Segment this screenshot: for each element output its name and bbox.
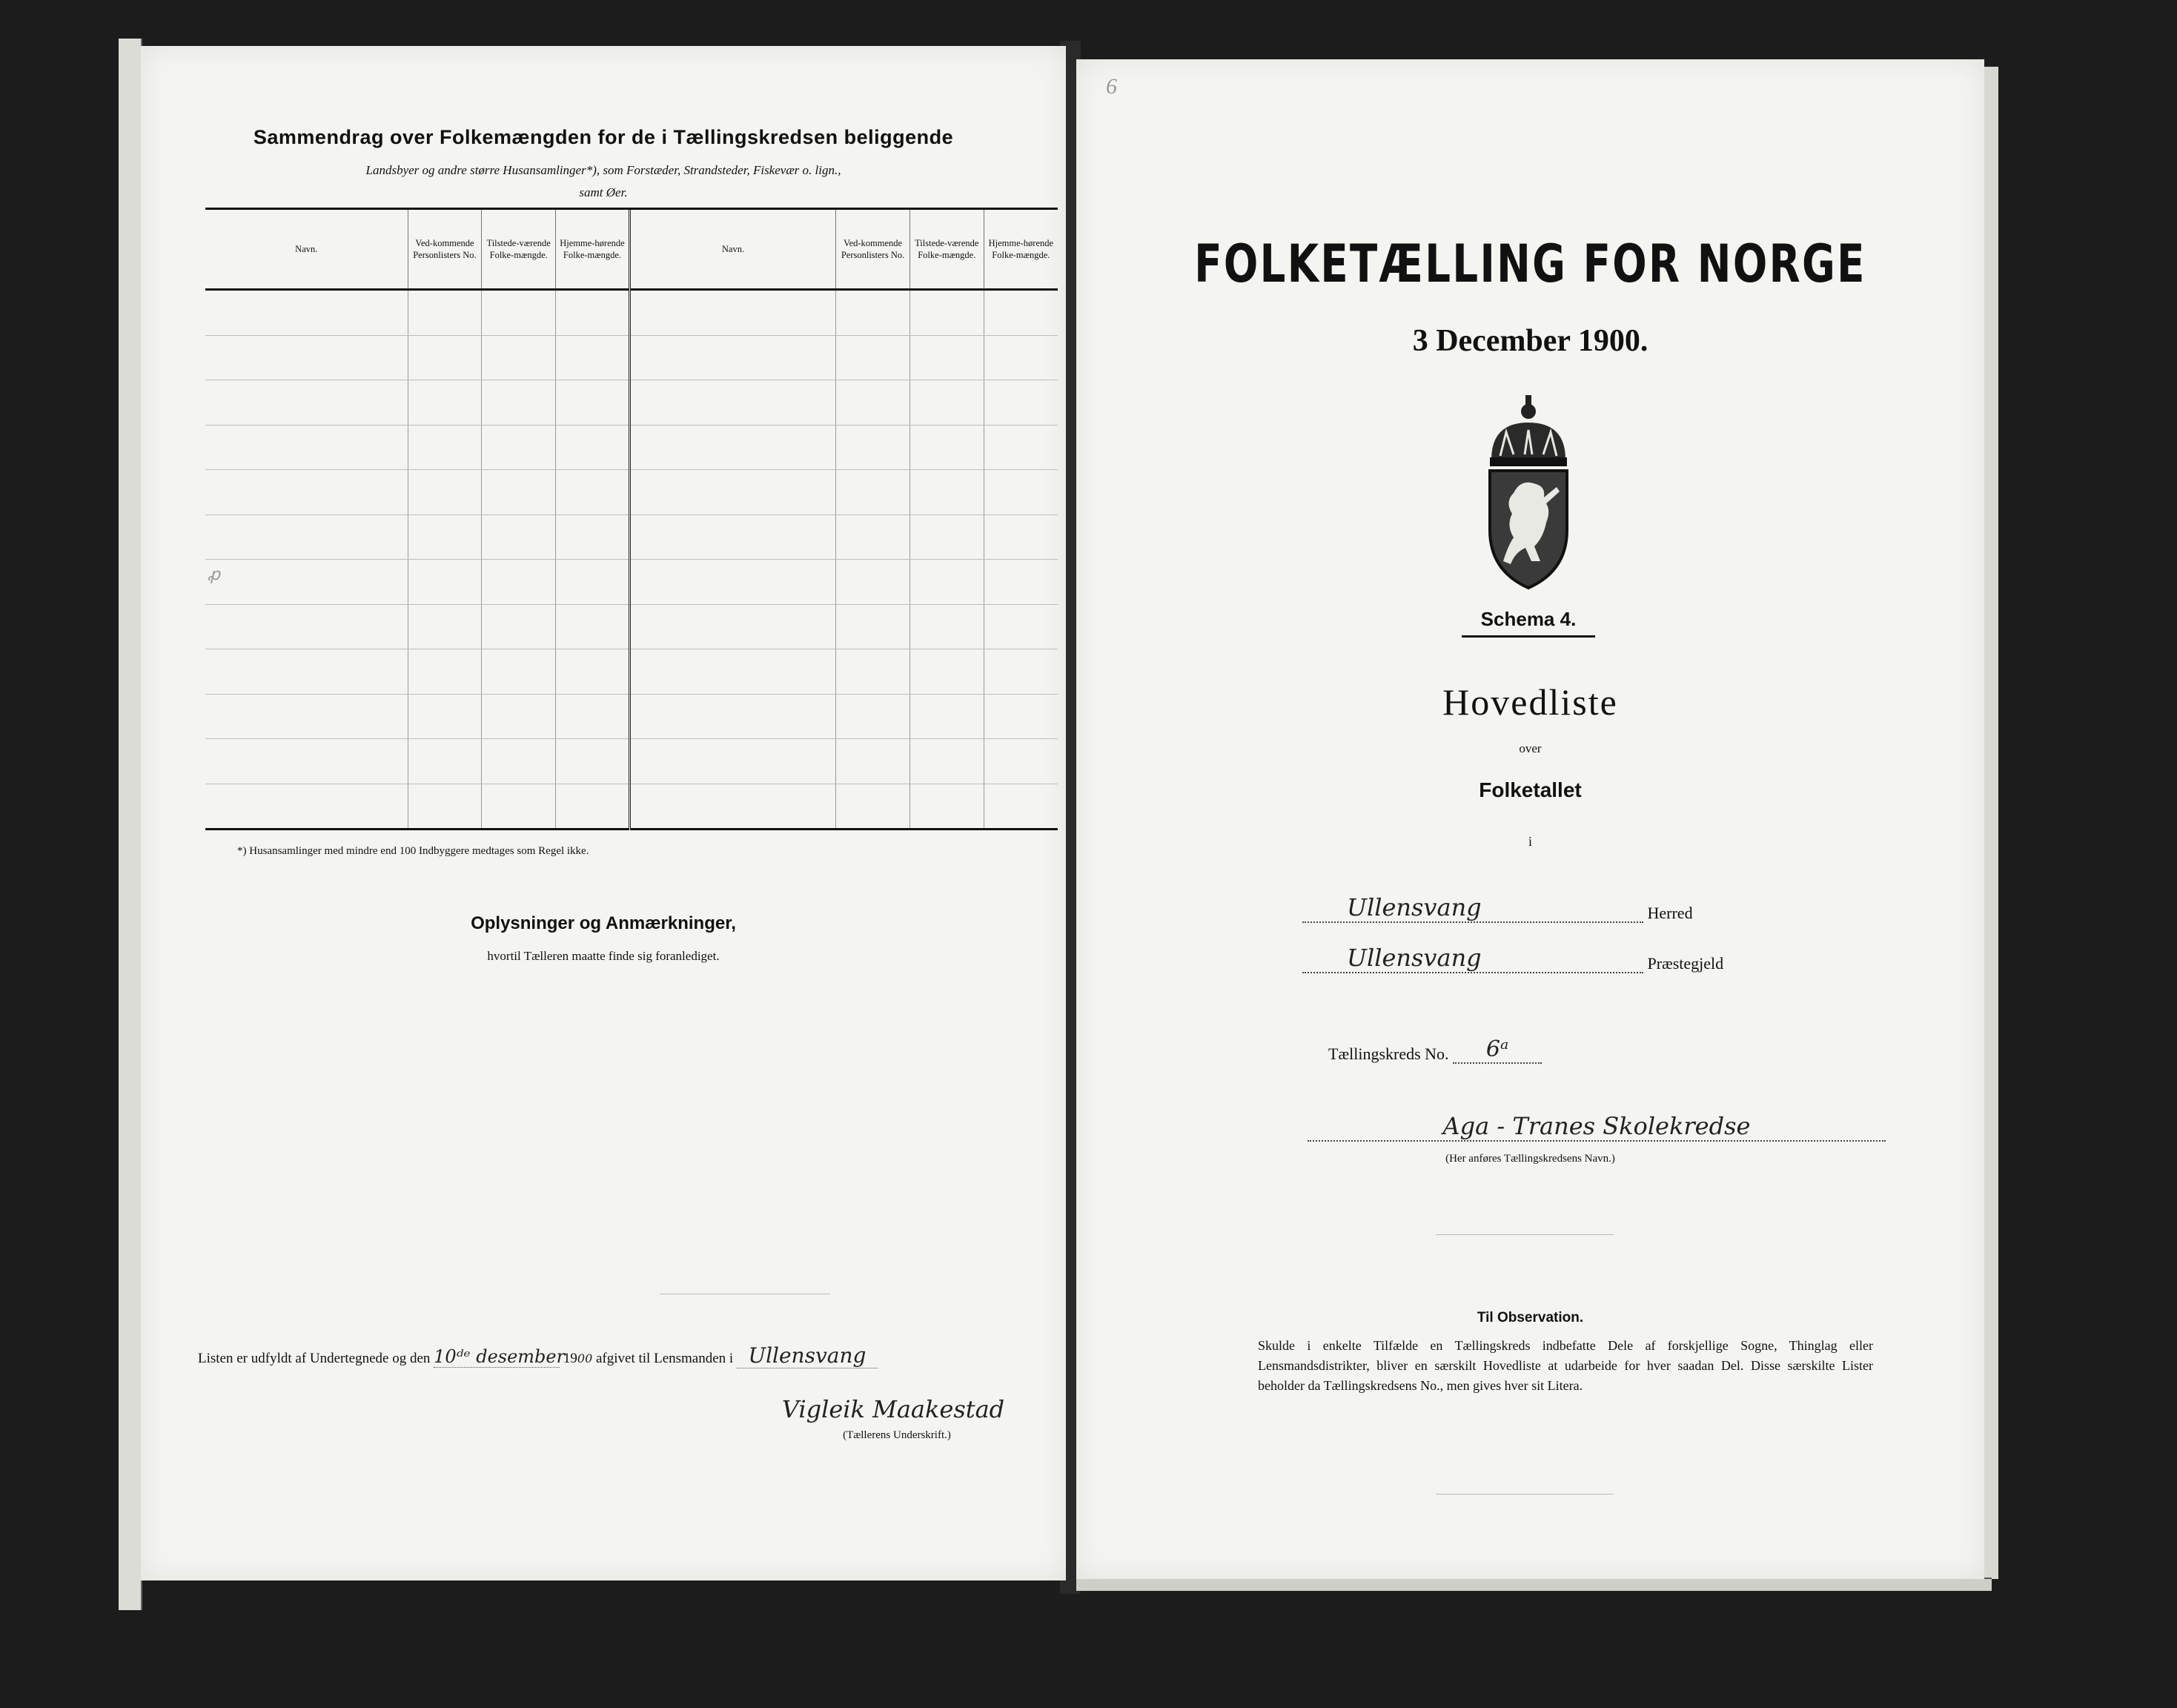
notes-title: Oplysninger og Anmærkninger, [471, 913, 736, 933]
col-header-resident-1: Hjemme-hørende Folke-mængde. [556, 210, 630, 290]
table-cell [629, 649, 835, 695]
col-header-present-1: Tilstede-værende Folke-mængde. [482, 210, 556, 290]
table-cell [205, 649, 408, 695]
table-cell [629, 739, 835, 784]
table-cell [408, 425, 482, 470]
table-cell [629, 290, 835, 336]
closing-prefix: Listen er udfyldt af Undertegnede og den [198, 1351, 431, 1366]
table-cell [205, 290, 408, 336]
krets-row [1328, 1036, 1542, 1064]
prestegjeld-label: Præstegjeld [1647, 954, 1724, 973]
table-cell [556, 784, 630, 830]
table-cell [984, 604, 1058, 649]
herred-row [1302, 893, 1693, 923]
col-header-present-2: Tilstede-værende Folke-mængde. [909, 210, 984, 290]
table-cell [482, 604, 556, 649]
table-cell [482, 694, 556, 739]
table-cell [629, 380, 835, 426]
table-cell [205, 335, 408, 380]
table-cell [556, 290, 630, 336]
table-row [205, 604, 1058, 649]
table-cell [408, 335, 482, 380]
table-row [205, 380, 1058, 426]
signature-caption: (Tællerens Underskrift.) [843, 1429, 951, 1441]
table-cell [984, 514, 1058, 560]
table-row [205, 470, 1058, 515]
table-cell [408, 784, 482, 830]
table-cell [205, 425, 408, 470]
table-cell [836, 739, 910, 784]
summary-title: Sammendrag over Folkemængden for de i Tællingskredsen beliggende [253, 126, 954, 148]
herred-value-handwritten: Ullensvang [1302, 893, 1643, 923]
table-cell [909, 649, 984, 695]
table-cell [205, 514, 408, 560]
table-cell [205, 694, 408, 739]
prestegjeld-value-handwritten: Ullensvang [1302, 944, 1643, 973]
table-cell [836, 335, 910, 380]
table-row [205, 784, 1058, 830]
col-header-resident-2: Hjemme-hørende Folke-mængde. [984, 210, 1058, 290]
bottom-book-edge [1076, 1578, 1992, 1591]
table-cell [205, 604, 408, 649]
prestegjeld-row [1302, 944, 1723, 973]
table-cell [909, 470, 984, 515]
table-cell [482, 425, 556, 470]
closing-place-handwritten: Ullensvang [737, 1343, 878, 1368]
observation-title: Til Observation. [1477, 1310, 1584, 1325]
table-cell [836, 560, 910, 605]
table-cell [556, 470, 630, 515]
summary-subtitle [141, 159, 1066, 204]
table-cell [984, 560, 1058, 605]
corner-page-mark: 6 [1106, 74, 1117, 99]
table-cell [205, 739, 408, 784]
main-list-title: Hovedliste [1442, 681, 1618, 723]
table-row [205, 425, 1058, 470]
table-cell [482, 560, 556, 605]
table-cell [984, 784, 1058, 830]
closing-year-prefix: 19 [563, 1351, 577, 1366]
table-cell [556, 604, 630, 649]
table-cell [836, 649, 910, 695]
table-header-row [205, 210, 1058, 290]
closing-year-suffix: 00 [577, 1351, 593, 1366]
table-cell [482, 514, 556, 560]
table-row [205, 514, 1058, 560]
left-book-edge [119, 39, 142, 1610]
table-cell [556, 649, 630, 695]
table-cell [984, 694, 1058, 739]
table-cell [909, 604, 984, 649]
table-cell [836, 290, 910, 336]
table-cell [836, 784, 910, 830]
table-cell [482, 739, 556, 784]
table-cell [909, 335, 984, 380]
table-row [205, 739, 1058, 784]
table-cell [408, 290, 482, 336]
table-cell [556, 380, 630, 426]
table-cell [909, 290, 984, 336]
herred-label: Herred [1647, 904, 1693, 922]
krets-value-handwritten: 6ᵃ [1453, 1036, 1542, 1064]
observation-text: Skulde i enkelte Tilfælde en Tællingskreds indbefatte Dele af forskjellige Sogne, Thinglag eller Lensmandsdistrikter, bliver en særskilt Hovedliste at udarbeide for hver saadan Del. Disse særskilte Lister beholder da Tællingskredsens No., men gives hver sit Litera. [1258, 1338, 1873, 1393]
table-cell [629, 784, 835, 830]
col-header-name-2: Navn. [629, 210, 835, 290]
table-cell [629, 470, 835, 515]
table-cell [482, 380, 556, 426]
col-header-name-1: Navn. [205, 210, 408, 290]
stray-mark: ꝓ [208, 565, 221, 583]
table-cell [836, 380, 910, 426]
table-cell [408, 560, 482, 605]
table-cell [629, 514, 835, 560]
krets-label: Tællingskreds No. [1328, 1045, 1449, 1063]
table-cell [205, 560, 408, 605]
table-row [205, 649, 1058, 695]
table-cell [909, 694, 984, 739]
table-cell [629, 425, 835, 470]
closing-statement [198, 1343, 1013, 1368]
table-cell [482, 335, 556, 380]
table-cell [408, 604, 482, 649]
table-cell [909, 380, 984, 426]
table-cell [984, 470, 1058, 515]
census-date: 3 December 1900. [1412, 324, 1649, 358]
table-cell [984, 739, 1058, 784]
table-cell [909, 560, 984, 605]
table-cell [408, 380, 482, 426]
table-row [205, 290, 1058, 336]
i-label: i [1528, 834, 1532, 849]
table-cell [408, 739, 482, 784]
table-cell [836, 425, 910, 470]
table-cell [408, 694, 482, 739]
population-title: Folketallet [1479, 778, 1582, 801]
table-cell [984, 380, 1058, 426]
table-cell [909, 784, 984, 830]
col-header-list-no-1: Ved-kommende Personlisters No. [408, 210, 482, 290]
census-title: FOLKETÆLLING FOR NORGE [1194, 234, 1866, 294]
table-cell [408, 649, 482, 695]
table-row [205, 694, 1058, 739]
table-cell [205, 380, 408, 426]
schema-label: Schema 4. [1462, 608, 1595, 638]
table-cell [836, 514, 910, 560]
table-cell [556, 514, 630, 560]
table-cell [408, 514, 482, 560]
notes-subtitle: hvortil Tælleren maatte finde sig foranlediget. [487, 949, 720, 963]
table-cell [556, 425, 630, 470]
table-cell [629, 560, 835, 605]
summary-table [205, 208, 1058, 830]
table-cell [556, 560, 630, 605]
enumerator-signature: Vigleik Maakestad [781, 1395, 1005, 1423]
table-cell [556, 335, 630, 380]
table-cell [836, 604, 910, 649]
right-page [1076, 59, 1984, 1579]
coat-of-arms-icon [1469, 389, 1588, 593]
table-cell [909, 514, 984, 560]
table-row [205, 560, 1058, 605]
table-cell [836, 470, 910, 515]
table-row [205, 335, 1058, 380]
table-cell [836, 694, 910, 739]
divider-upper [1436, 1234, 1614, 1235]
table-cell [205, 784, 408, 830]
summary-footnote: *) Husansamlinger med mindre end 100 Indbyggere medtages som Regel ikke. [237, 845, 589, 857]
table-cell [909, 425, 984, 470]
table-cell [482, 649, 556, 695]
table-cell [556, 739, 630, 784]
table-cell [629, 335, 835, 380]
closing-middle: afgivet til Lensmanden i [596, 1351, 734, 1366]
table-cell [629, 694, 835, 739]
summary-subtitle-line2: samt Øer. [579, 185, 628, 199]
col-header-list-no-2: Ved-kommende Personlisters No. [836, 210, 910, 290]
table-cell [408, 470, 482, 515]
table-cell [556, 694, 630, 739]
closing-date-handwritten: 10ᵈᵉ desember [434, 1346, 566, 1367]
summary-subtitle-line1: Landsbyer og andre større Husansamlinger*), som Forstæder, Strandsteder, Fiskevær o. lign., [365, 163, 841, 177]
over-label: over [1519, 741, 1542, 755]
table-cell [482, 290, 556, 336]
table-cell [482, 470, 556, 515]
district-name-handwritten: Aga - Tranes Skolekredse [1308, 1112, 1886, 1142]
table-cell [984, 290, 1058, 336]
table-cell [984, 425, 1058, 470]
table-cell [482, 784, 556, 830]
left-page [141, 46, 1066, 1580]
table-cell [984, 335, 1058, 380]
table-cell [909, 739, 984, 784]
table-cell [629, 604, 835, 649]
table-cell [205, 470, 408, 515]
district-caption: (Her anføres Tællingskredsens Navn.) [1445, 1153, 1615, 1165]
table-cell [984, 649, 1058, 695]
